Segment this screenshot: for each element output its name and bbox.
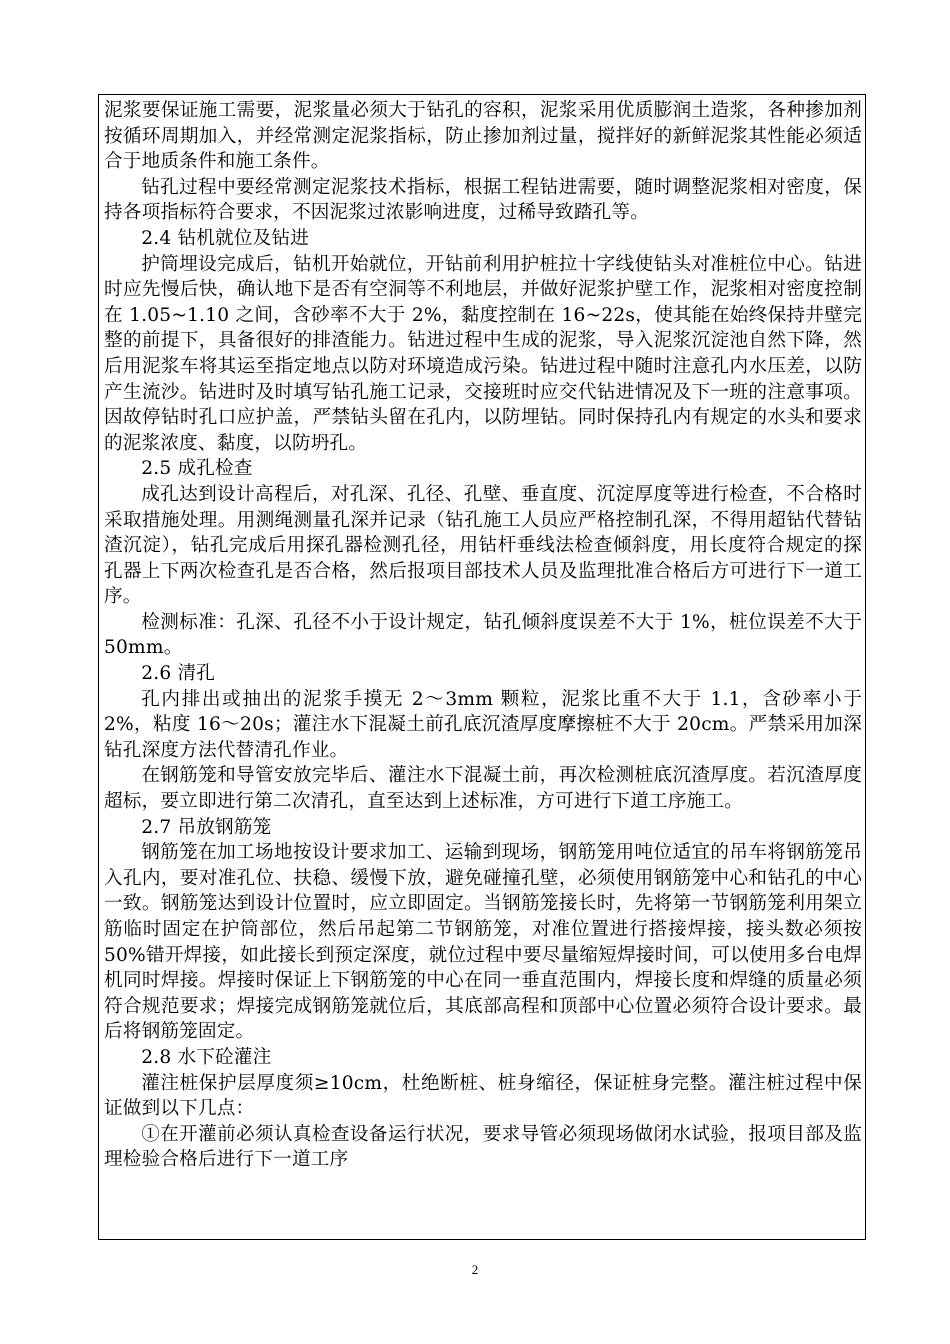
paragraph: 泥浆要保证施工需要，泥浆量必须大于钻孔的容积，泥浆采用优质膨润土造浆，各种掺加剂按循环周期加入，并经常测定泥浆指标，防止掺加剂过量，搅拌好的新鲜泥浆其性能必须适合于地质条件和施工条件。 xyxy=(104,100,862,173)
page-number: 2 xyxy=(471,1262,479,1277)
section-heading: 2.7 吊放钢筋笼 xyxy=(141,816,272,838)
paragraph: 灌注桩保护层厚度须≥10cm，杜绝断桩、桩身缩径，保证桩身完整。灌注桩过程中保证做到以下几点： xyxy=(104,1072,862,1120)
section-heading: 2.4 钻机就位及钻进 xyxy=(141,227,310,249)
paragraph: 检测标准：孔深、孔径不小于设计规定，钻孔倾斜度误差不大于 1%，桩位误差不大于 50mm。 xyxy=(104,611,862,659)
paragraph: 孔内排出或抽出的泥浆手摸无 2～3mm 颗粒，泥浆比重不大于 1.1，含砂率小于 2%，粘度 16～20s；灌注水下混凝土前孔底沉渣厚度摩擦桩不大于 20cm。严禁采用加深钻孔深度方法代替清孔作业。 xyxy=(104,688,862,761)
section-heading: 2.5 成孔检查 xyxy=(141,458,253,480)
paragraph: ①在开灌前必须认真检查设备运行状况，要求导管必须现场做闭水试验，报项目部及监理检验合格后进行下一道工序 xyxy=(104,1123,862,1171)
paragraph: 成孔达到设计高程后，对孔深、孔径、孔壁、垂直度、沉淀厚度等进行检查，不合格时采取措施处理。用测绳测量孔深并记录（钻孔施工人员应严格控制孔深，不得用超钻代替钻渣沉淀），钻孔完成后用探孔器检测孔径，用钻杆垂线法检查倾斜度，用长度符合规定的探孔器上下两次检查孔是否合格，然后报项目部技术人员及监理批准合格后方可进行下一道工序。 xyxy=(104,483,862,608)
paragraph: 钢筋笼在加工场地按设计要求加工、运输到现场，钢筋笼用吨位适宜的吊车将钢筋笼吊入孔内，要对准孔位、扶稳、缓慢下放，避免碰撞孔壁，必须使用钢筋笼中心和钻孔的中心一致。钢筋笼达到设计位置时，应立即固定。当钢筋笼接长时，先将第一节钢筋笼利用架立筋临时固定在护筒部位，然后吊起第二节钢筋笼，对准位置进行搭接焊接，接头数必须按 50%错开焊接，如此接长到预定深度，就位过程中要尽量缩短焊接时间，可以使用多台电焊机同时焊接。焊接时保证上下钢筋笼的中心在同一垂直范围内，焊接长度和焊缝的质量必须符合规范要求；焊接完成钢筋笼就位后，其底部高程和顶部中心位置必须符合设计要求。最后将钢筋笼固定。 xyxy=(104,842,862,1043)
paragraph: 钻孔过程中要经常测定泥浆技术指标，根据工程钻进需要，随时调整泥浆相对密度，保持各项指标符合要求，不因泥浆过浓影响进度，过稀导致踏孔等。 xyxy=(104,176,862,224)
section-heading: 2.6 清孔 xyxy=(141,663,216,685)
paragraph: 护筒埋设完成后，钻机开始就位，开钻前利用护桩拉十字线使钻头对准桩位中心。钻进时应先慢后快，确认地下是否有空洞等不利地层，并做好泥浆护壁工作，泥浆相对密度控制在 1.05~1.10 之间，含砂率不大于 2%，黏度控制在 16~22s，使其能在始终保持井壁完整的前提下，具备很好的排渣能力。钻进过程中生成的泥浆，导入泥浆沉淀池自然下降，然后用泥浆车将其运至指定地点以防对环境造成污染。钻进过程中随时注意孔内水压差，以防产生流沙。钻进时及时填写钻孔施工记录，交接班时应交代钻进情况及下一班的注意事项。因故停钻时孔口应护盖，严禁钻头留在孔内，以防埋钻。同时保持孔内有规定的水头和要求的泥浆浓度、黏度，以防坍孔。 xyxy=(104,253,862,454)
paragraph: 在钢筋笼和导管安放完毕后、灌注水下混凝土前，再次检测桩底沉渣厚度。若沉渣厚度超标，要立即进行第二次清孔，直至达到上述标准，方可进行下道工序施工。 xyxy=(104,765,862,813)
section-heading: 2.8 水下砼灌注 xyxy=(141,1046,272,1068)
document-body xyxy=(104,98,862,1173)
